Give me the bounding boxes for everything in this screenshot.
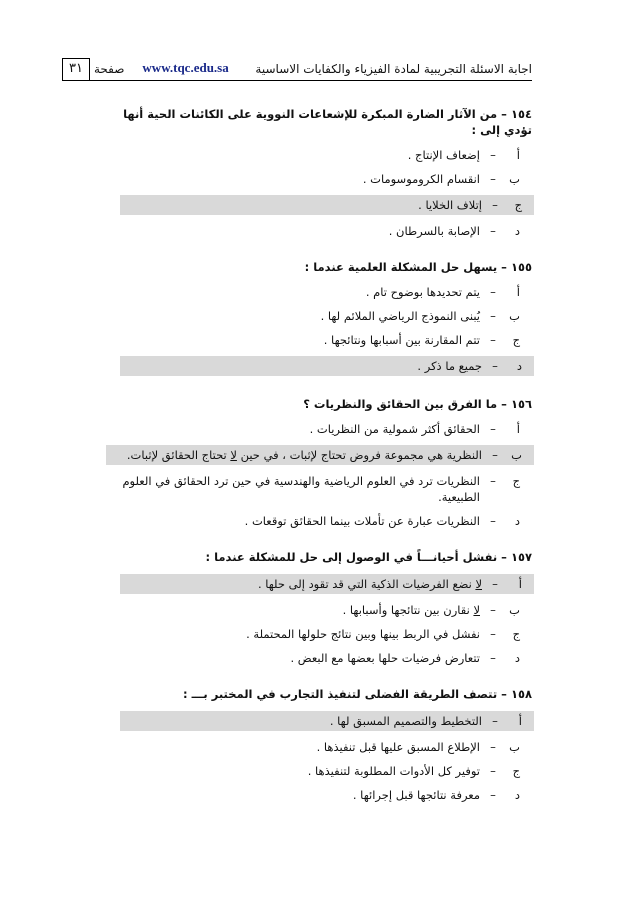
question-text: نفشل أحيانـــاً في الوصول إلى حل للمشكلة عندما : (205, 550, 498, 564)
option-text: توفير كل الأدوات المطلوبة لتنفيذها . (307, 764, 480, 778)
option-a-correct: أ – التخطيط والتصميم المسبق لها . (120, 711, 534, 731)
option-text: تتعارض فرضيات حلها بعضها مع البعض . (290, 651, 480, 665)
question-text: ما الفرق بين الحقائق والنظريات ؟ (303, 397, 498, 411)
option-a: أ – الحقائق أكثر شمولية من النظريات . (120, 421, 532, 437)
option-c: ج – النظريات ترد في العلوم الرياضية والهندسية في حين ترد الحقائق في العلوم الطبيعية. (106, 473, 532, 505)
question-number: ١٥٨ (510, 687, 532, 701)
question-number: ١٥٤ (510, 107, 532, 121)
option-d: د – تتعارض فرضيات حلها بعضها مع البعض . (120, 650, 532, 666)
option-text: إضعاف الإنتاج . (407, 148, 480, 162)
option-b: ب – انقسام الكروموسومات . (120, 171, 532, 187)
option-text: الإطلاع المسبق عليها قبل تنفيذها . (316, 740, 480, 754)
page-label: صفحة (93, 62, 125, 76)
question-156: ١٥٦ – ما الفرق بين الحقائق والنظريات ؟ (303, 397, 532, 411)
document-title: اجابة الاسئلة التجريبية لمادة الفيزياء والكفايات الاساسية (255, 62, 532, 76)
option-letter: د (514, 224, 520, 238)
option-text: التخطيط والتصميم المسبق لها . (329, 714, 482, 728)
option-letter: ب (509, 603, 520, 617)
option-text: النظريات ترد في العلوم الرياضية والهندسية في حين ترد الحقائق في العلوم الطبيعية. (122, 474, 480, 504)
option-c: ج – نفشل في الربط بينها وبين نتائج حلولها المحتملة . (120, 626, 532, 642)
option-letter: ب (509, 309, 520, 323)
question-text: من الآثار الضارة المبكرة للإشعاعات النووية على الكائنات الحية أنها تؤدي إلى : (123, 107, 532, 137)
option-d: د – الإصابة بالسرطان . (120, 223, 532, 239)
option-text: إتلاف الخلايا . (418, 198, 482, 212)
option-d: د – النظريات عبارة عن تأملات بينما الحقائق توقعات . (120, 513, 532, 529)
option-letter: أ (518, 577, 522, 591)
option-letter: أ (516, 422, 520, 436)
question-154: ١٥٤ – من الآثار الضارة المبكرة للإشعاعات النووية على الكائنات الحية أنها تؤدي إلى : (123, 107, 532, 137)
option-c: ج – توفير كل الأدوات المطلوبة لتنفيذها . (120, 763, 532, 779)
page-header (62, 50, 532, 80)
option-letter: ج (512, 764, 520, 778)
option-letter: ج (512, 627, 520, 641)
page-number: ٣١ (62, 58, 90, 80)
option-c-correct: ج – إتلاف الخلايا . (120, 195, 534, 215)
option-letter: أ (516, 285, 520, 299)
question-number: ١٥٥ (510, 260, 532, 274)
option-text: النظريات عبارة عن تأملات بينما الحقائق توقعات . (244, 514, 480, 528)
question-number: ١٥٦ (510, 397, 532, 411)
option-letter: أ (516, 148, 520, 162)
option-b: ب – يُبنى النموذج الرياضي الملائم لها . (120, 308, 532, 324)
option-letter: ج (512, 333, 520, 347)
option-letter: ب (511, 448, 522, 462)
option-text: النظرية هي مجموعة فروض تحتاج لإثبات ، في حين لا تحتاج الحقائق لإثبات. (126, 448, 482, 462)
option-a: أ – إضعاف الإنتاج . (120, 147, 532, 163)
option-b: ب – الإطلاع المسبق عليها قبل تنفيذها . (120, 739, 532, 755)
option-letter: أ (518, 714, 522, 728)
website-link[interactable]: www.tqc.edu.sa (142, 60, 229, 75)
option-b-correct: ب – النظرية هي مجموعة فروض تحتاج لإثبات ، في حين لا تحتاج الحقائق لإثبات. (106, 445, 534, 465)
option-a-correct: أ – لا نضع الفرضيات الذكية التي قد تقود إلى حلها . (120, 574, 534, 594)
option-d-correct: د – جميع ما ذكر . (120, 356, 534, 376)
option-letter: د (516, 359, 522, 373)
option-text: لا نضع الفرضيات الذكية التي قد تقود إلى حلها . (257, 577, 482, 591)
question-157: ١٥٧ – نفشل أحيانـــاً في الوصول إلى حل للمشكلة عندما : (205, 550, 532, 564)
option-text: معرفة نتائجها قبل إجرائها . (352, 788, 480, 802)
option-text: نفشل في الربط بينها وبين نتائج حلولها المحتملة . (246, 627, 480, 641)
option-letter: د (514, 788, 520, 802)
question-number: ١٥٧ (510, 550, 532, 564)
option-text: تتم المقارنة بين أسبابها ونتائجها . (323, 333, 480, 347)
question-158: ١٥٨ – تتصف الطريقة الفضلى لتنفيذ التجارب في المختبر بـــ : (182, 687, 532, 701)
question-text: يسهل حل المشكلة العلمية عندما : (304, 260, 498, 274)
option-letter: ب (509, 172, 520, 186)
option-text: جميع ما ذكر . (417, 359, 482, 373)
option-b: ب – لا نقارن بين نتائجها وأسبابها . (120, 602, 532, 618)
option-text: لا نقارن بين نتائجها وأسبابها . (342, 603, 480, 617)
option-c: ج – تتم المقارنة بين أسبابها ونتائجها . (120, 332, 532, 348)
option-d: د – معرفة نتائجها قبل إجرائها . (120, 787, 532, 803)
question-155: ١٥٥ – يسهل حل المشكلة العلمية عندما : (304, 260, 532, 274)
header-divider (62, 80, 532, 81)
option-letter: د (514, 514, 520, 528)
option-letter: ج (512, 474, 520, 488)
questions-list (120, 106, 532, 811)
question-text: تتصف الطريقة الفضلى لتنفيذ التجارب في المختبر بـــ : (182, 687, 498, 701)
option-text: يتم تحديدها بوضوح تام . (365, 285, 480, 299)
option-letter: ج (514, 198, 522, 212)
option-text: يُبنى النموذج الرياضي الملائم لها . (320, 309, 480, 323)
option-text: انقسام الكروموسومات . (362, 172, 480, 186)
option-letter: د (514, 651, 520, 665)
option-text: الإصابة بالسرطان . (388, 224, 480, 238)
option-a: أ – يتم تحديدها بوضوح تام . (120, 284, 532, 300)
option-letter: ب (509, 740, 520, 754)
option-text: الحقائق أكثر شمولية من النظريات . (309, 422, 480, 436)
